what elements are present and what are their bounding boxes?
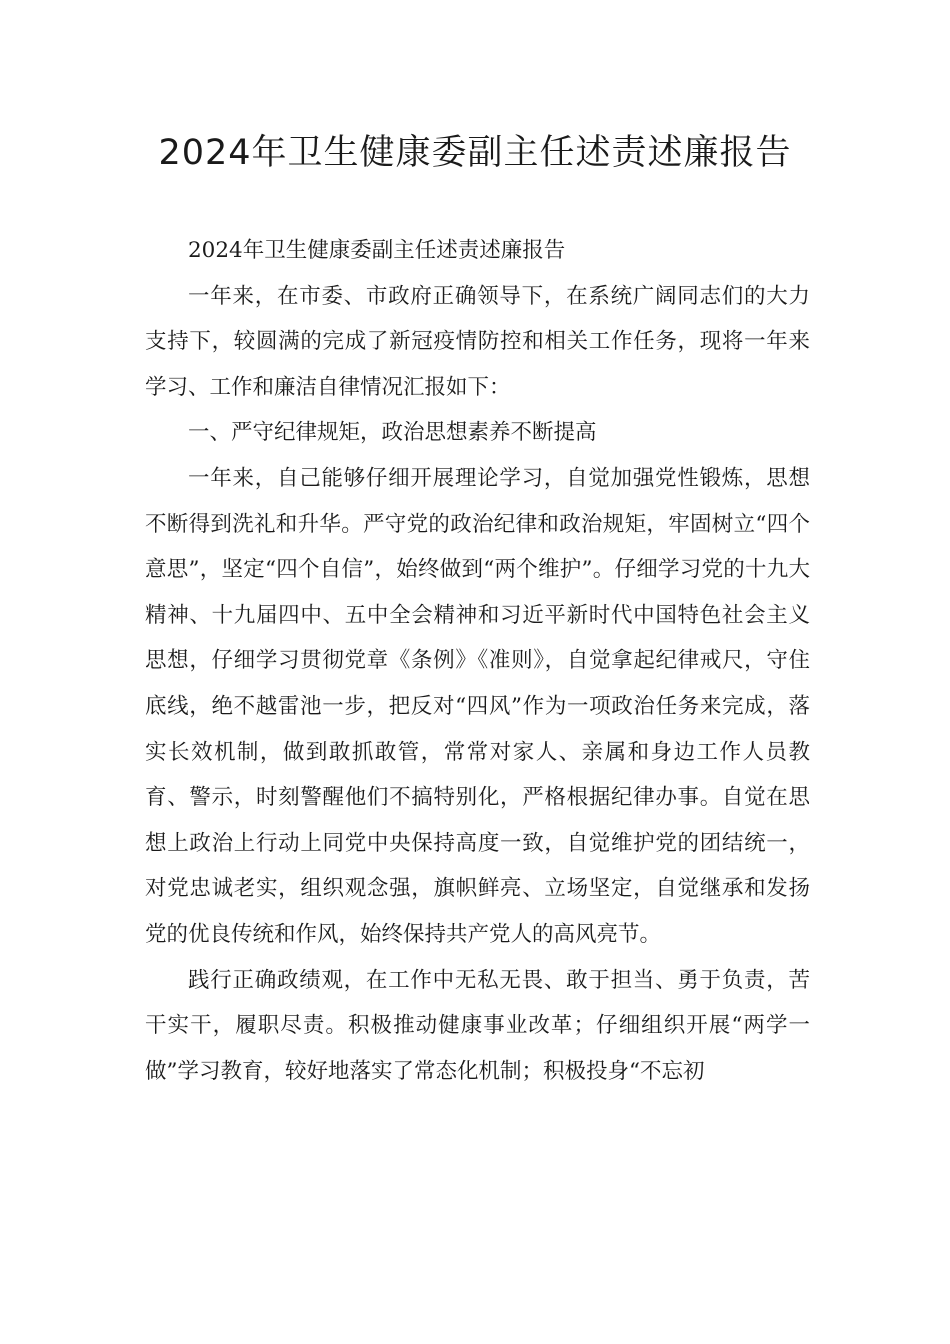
- paragraph-body: 一年来，自己能够仔细开展理论学习，自觉加强党性锻炼，思想不断得到洗礼和升华。严守党的政治纪律和政治规矩，牢固树立“四个意思”，坚定“四个自信”，始终做到“两个维护”。仔细学习党的十九大精神、十九届四中、五中全会精神和习近平新时代中国特色社会主义思想，仔细学习贯彻党章《条例》《准则》，自觉拿起纪律戒尺，守住底线，绝不越雷池一步，把反对“四风”作为一项政治任务来完成，落实长效机制，做到敢抓敢管，常常对家人、亲属和身边工作人员教育、警示，时刻警醒他们不搞特别化，严格根据纪律办事。自觉在思想上政治上行动上同党中央保持高度一致，自觉维护党的团结统一，对党忠诚老实，组织观念强，旗帜鲜亮、立场坚定，自觉继承和发扬党的优良传统和作风，始终保持共产党人的高风亮节。: [145, 465, 810, 947]
- paragraph-subtitle: 2024年卫生健康委副主任述责述廉报告: [188, 238, 566, 263]
- paragraph-section-heading: 一、严守纪律规矩，政治思想素养不断提高: [188, 420, 597, 446]
- document-body: [145, 228, 810, 1094]
- document-title: 2024年卫生健康委副主任述责述廉报告: [158, 133, 792, 173]
- paragraph-body: 践行正确政绩观，在工作中无私无畏、敢于担当、勇于负责，苦干实干，履职尽责。积极推动健康事业改革；仔细组织开展“两学一做”学习教育，较好地落实了常态化机制；积极投身“不忘初: [145, 967, 810, 1084]
- paragraph-intro: 一年来，在市委、市政府正确领导下，在系统广阔同志们的大力支持下，较圆满的完成了新冠疫情防控和相关工作任务，现将一年来学习、工作和廉洁自律情况汇报如下：: [145, 283, 810, 400]
